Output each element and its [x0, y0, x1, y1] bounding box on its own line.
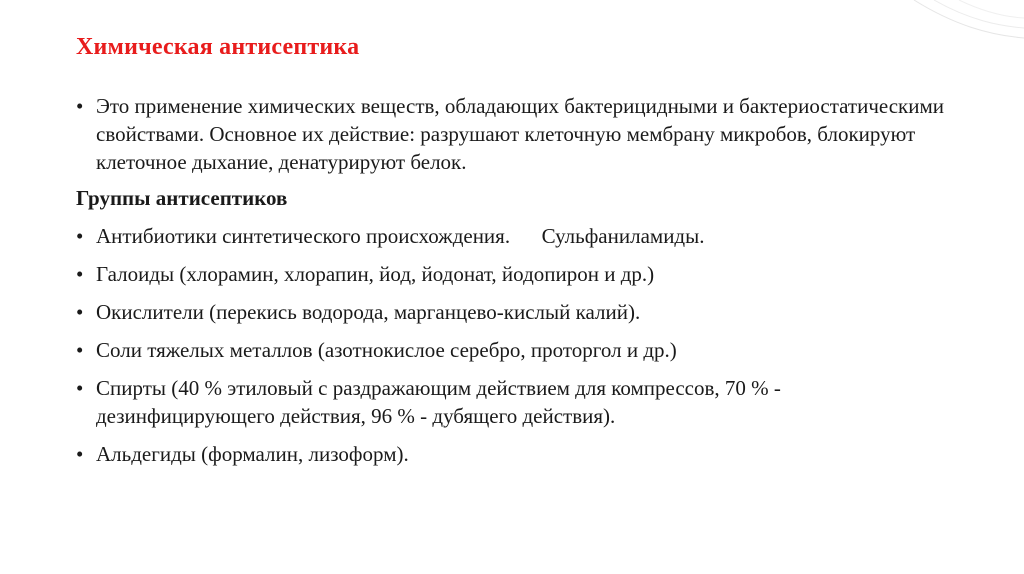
- bullet-marker: •: [76, 442, 84, 466]
- bullet-marker: •: [76, 300, 84, 324]
- bullet-marker: •: [76, 94, 84, 118]
- intro-paragraph: [76, 92, 956, 176]
- list-item-text: Альдегиды (формалин, лизоформ).: [96, 442, 409, 466]
- list-item: [76, 336, 956, 364]
- slide-content: [76, 92, 956, 478]
- list-item: [76, 440, 956, 468]
- bullet-marker: •: [76, 338, 84, 362]
- list-item-text: Антибиотики синтетического происхождения. Сульфаниламиды.: [96, 224, 705, 248]
- groups-heading: Группы антисептиков: [76, 186, 288, 210]
- bullet-marker: •: [76, 262, 84, 286]
- corner-decoration: [874, 0, 1024, 60]
- list-item-text: Спирты (40 % этиловый с раздражающим действием для компрессов, 70 % - дезинфицирующего действия, 96 % - дубящего действия).: [96, 376, 781, 428]
- bullet-marker: •: [76, 376, 84, 400]
- list-item-text: Окислители (перекись водорода, марганцево-кислый калий).: [96, 300, 641, 324]
- list-item-text: Галоиды (хлорамин, хлорапин, йод, йодонат, йодопирон и др.): [96, 262, 655, 286]
- list-item: [76, 298, 956, 326]
- bullet-marker: •: [76, 224, 84, 248]
- slide-title: Химическая антисептика: [76, 34, 360, 60]
- list-item-text: Соли тяжелых металлов (азотнокислое серебро, проторгол и др.): [96, 338, 677, 362]
- intro-text: Это применение химических веществ, обладающих бактерицидными и бактериостатическими свойствами. Основное их действие: разрушают клеточную мембрану микробов, блокируют клеточное дыхание, денатурируют белок.: [96, 94, 945, 174]
- list-item: [76, 374, 956, 430]
- list-item: [76, 260, 956, 288]
- list-item: [76, 222, 956, 250]
